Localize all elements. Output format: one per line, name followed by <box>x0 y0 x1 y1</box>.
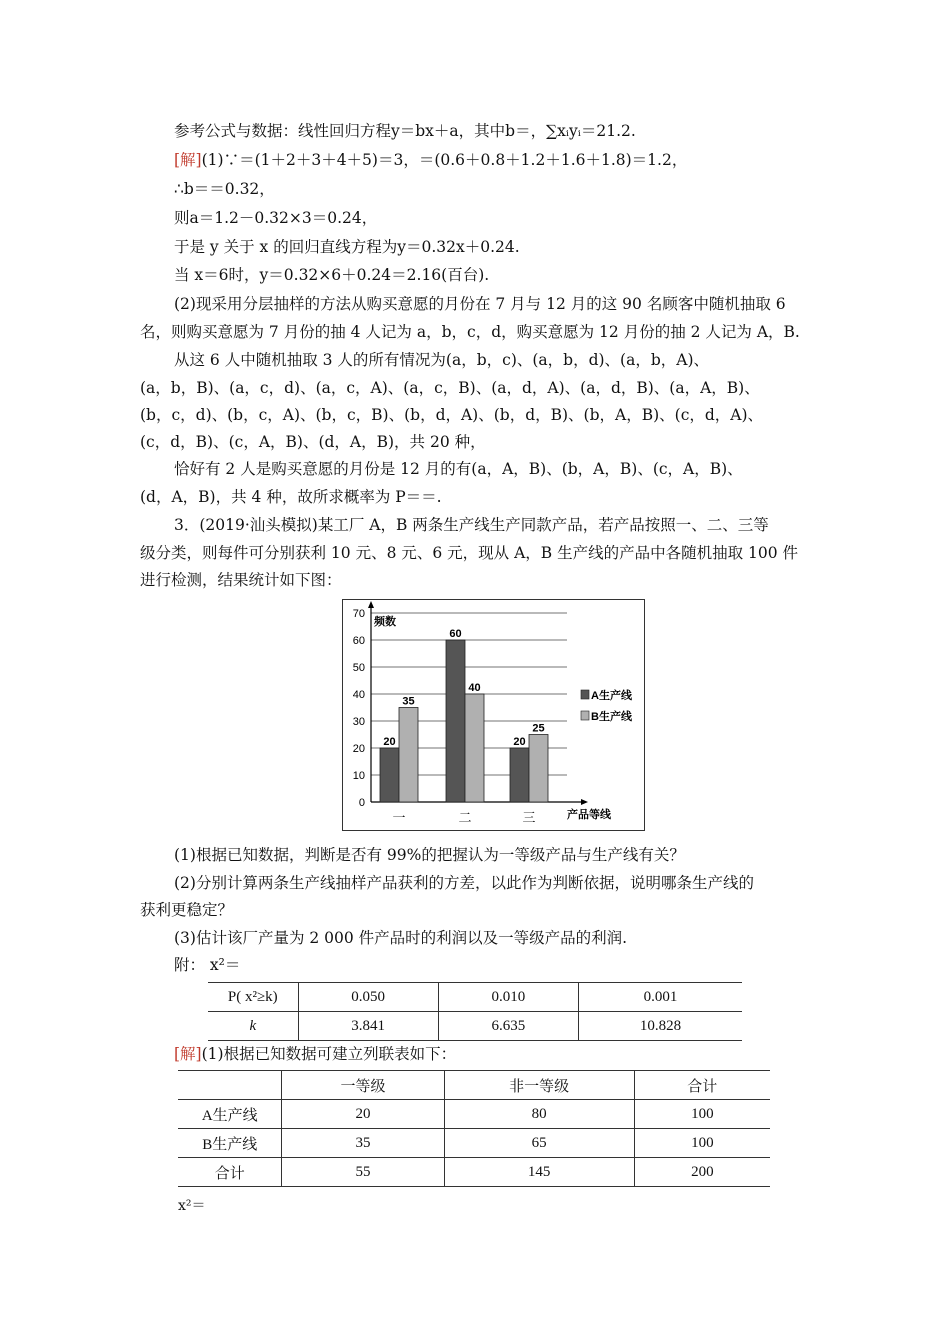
solution-line: (b，c，d)、(b，c，A)、(b，c，B)、(b，d，A)、(b，d，B)、(b，A，B)、(c，d，A)、 <box>140 406 764 424</box>
bar-value-label: 20 <box>513 736 526 748</box>
reference-formula: 参考公式与数据：线性回归方程y＝bx＋a，其中b＝，∑xᵢyᵢ＝21.2. <box>174 122 636 140</box>
table-cell: A生产线 <box>178 1100 282 1129</box>
bar-value-label: 20 <box>383 736 396 748</box>
contingency-table <box>178 1070 770 1187</box>
table-cell: k <box>208 1012 298 1041</box>
problem-line: 3．(2019·汕头模拟)某工厂 A，B 两条生产线生产同款产品，若产品按照一、二、三等 <box>174 516 769 534</box>
question-3: (3)估计该厂产量为 2 000 件产品时的利润以及一等级产品的利润. <box>174 929 628 947</box>
bar-value-label: 35 <box>402 695 415 708</box>
solution-text: (1)∵＝(1＋2＋3＋4＋5)＝3，＝(0.6＋0.8＋1.2＋1.6＋1.8)＝1.2， <box>201 151 688 169</box>
table-cell: 55 <box>282 1158 444 1187</box>
x-axis-label: 产品等线 <box>567 809 611 821</box>
table-cell: 0.010 <box>438 983 578 1012</box>
appendix-label: 附： x²＝ <box>174 956 241 974</box>
solution-line: (d，A，B)，共 4 种，故所求概率为 P＝＝. <box>140 488 442 506</box>
question-1: (1)根据已知数据，判断是否有 99%的把握认为一等级产品与生产线有关？ <box>174 846 685 864</box>
bar <box>510 748 529 802</box>
y-tick-label: 10 <box>352 770 365 782</box>
table-cell: 6.635 <box>438 1012 578 1041</box>
table-row <box>208 1012 742 1041</box>
table-cell: B生产线 <box>178 1129 282 1158</box>
y-tick-label: 20 <box>352 743 365 755</box>
table-row <box>178 1129 770 1158</box>
solution-line <box>174 150 687 170</box>
table-cell: 100 <box>634 1129 770 1158</box>
table-row <box>178 1158 770 1187</box>
chi-square-label: x²＝ <box>178 1198 206 1214</box>
x-tick-label: 一 <box>392 810 406 825</box>
solution-line: ∴b＝＝0.32， <box>174 180 275 198</box>
bar-chart <box>343 600 644 830</box>
bar-value-label: 60 <box>449 628 462 640</box>
legend-label: A生产线 <box>591 690 632 702</box>
solution-tag: [解] <box>174 151 202 169</box>
table-cell: 35 <box>282 1129 444 1158</box>
solution-line: 名，则购买意愿为 7 月份的抽 4 人记为 a，b，c，d，购买意愿为 12 月份的抽 2 人记为 A，B. <box>140 323 800 341</box>
y-axis-arrow <box>368 601 374 608</box>
critical-value-table <box>208 982 742 1041</box>
solution-line: 于是 y 关于 x 的回归直线方程为y＝0.32x＋0.24. <box>174 238 520 256</box>
bar-chart-frame <box>342 599 645 831</box>
table-cell: 合计 <box>634 1071 770 1100</box>
table-cell: 0.050 <box>298 983 438 1012</box>
x-tick-label: 三 <box>522 810 536 825</box>
solution-text: (1)根据已知数据可建立列联表如下： <box>201 1045 457 1063</box>
table-cell: 合计 <box>178 1158 282 1187</box>
question-2: (2)分别计算两条生产线抽样产品获利的方差，以此作为判断依据，说明哪条生产线的 <box>174 874 754 892</box>
y-tick-label: 60 <box>352 635 365 647</box>
bar-value-label: 25 <box>532 722 545 735</box>
table-cell: 3.841 <box>298 1012 438 1041</box>
legend-label: B生产线 <box>591 711 632 723</box>
solution-line: 则a＝1.2－0.32×3＝0.24， <box>174 209 378 227</box>
x-axis-arrow <box>581 799 588 805</box>
solution-line: 当 x＝6时，y＝0.32×6＋0.24＝2.16(百台). <box>174 266 490 284</box>
problem-line: 进行检测，结果统计如下图： <box>140 571 342 589</box>
y-axis-label: 频数 <box>374 616 396 628</box>
x-tick-label: 二 <box>458 810 472 825</box>
solution-tag: [解] <box>174 1045 202 1063</box>
y-tick-label: 30 <box>352 716 365 728</box>
table-cell: 100 <box>634 1100 770 1129</box>
y-tick-label: 0 <box>358 797 365 809</box>
solution-line: 从这 6 人中随机抽取 3 人的所有情况为(a，b，c)、(a，b，d)、(a，b，A)、 <box>174 351 710 369</box>
table-cell: P( x²≥k) <box>208 983 298 1012</box>
bar <box>465 694 484 802</box>
table-cell: 200 <box>634 1158 770 1187</box>
table-cell <box>178 1071 282 1100</box>
table-cell: 145 <box>444 1158 634 1187</box>
legend-swatch <box>581 711 589 720</box>
table-cell: 一等级 <box>282 1071 444 1100</box>
solution-line: 恰好有 2 人是购买意愿的月份是 12 月的有(a，A，B)、(b，A，B)、(c，A，B)、 <box>174 460 743 478</box>
solution-line: (2)现采用分层抽样的方法从购买意愿的月份在 7 月与 12 月的这 90 名顾客中随机抽取 6 <box>174 295 786 313</box>
problem-line: 级分类，则每件可分别获利 10 元、8 元、6 元，现从 A，B 生产线的产品中各随机抽取 100 件 <box>140 544 799 562</box>
table-cell: 20 <box>282 1100 444 1129</box>
solution-line: (c，d，B)、(c，A，B)、(d，A，B)，共 20 种， <box>140 433 486 451</box>
solution-line: (a，b，B)、(a，c，d)、(a，c，A)、(a，c，B)、(a，d，A)、(a，d，B)、(a，A，B)、 <box>140 379 760 397</box>
table-header-row <box>178 1071 770 1100</box>
bar <box>399 708 418 803</box>
y-tick-label: 40 <box>352 689 365 701</box>
table-row <box>178 1100 770 1129</box>
bar-value-label: 40 <box>468 682 481 694</box>
y-tick-label: 70 <box>352 608 365 620</box>
table-cell: 非一等级 <box>444 1071 634 1100</box>
table-cell: 80 <box>444 1100 634 1129</box>
y-tick-label: 50 <box>352 662 365 674</box>
table-cell: 65 <box>444 1129 634 1158</box>
bar <box>380 748 399 802</box>
bar <box>529 735 548 803</box>
table-cell: 10.828 <box>578 1012 742 1041</box>
legend-swatch <box>581 690 589 699</box>
table-row <box>208 983 742 1012</box>
question-2-cont: 获利更稳定？ <box>140 901 234 919</box>
bar <box>446 640 465 802</box>
solution-line <box>174 1044 456 1064</box>
table-cell: 0.001 <box>578 983 742 1012</box>
